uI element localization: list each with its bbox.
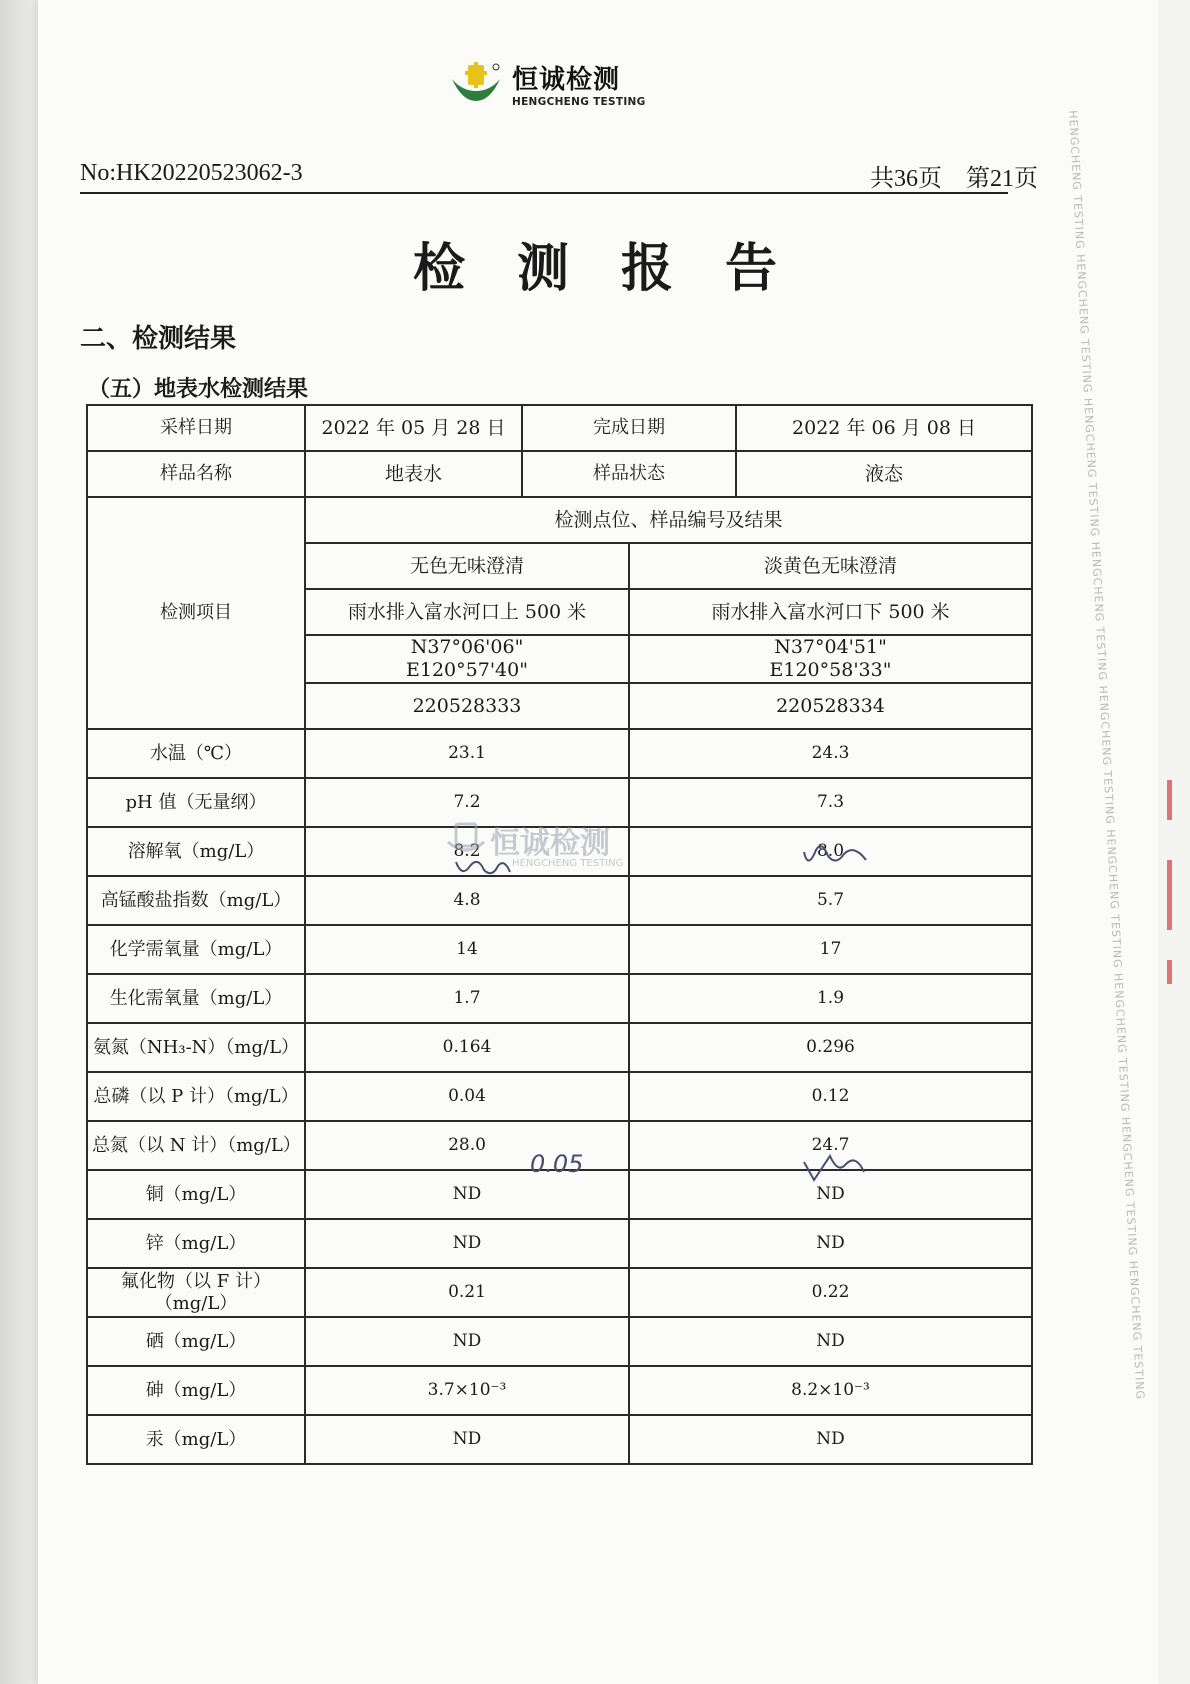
result-item: 化学需氧量（mg/L） [87, 925, 305, 974]
result-value-site2: 0.12 [629, 1072, 1032, 1121]
scan-red-mark [1167, 780, 1172, 820]
result-value-site2: 17 [629, 925, 1032, 974]
site1-appearance: 无色无味澄清 [305, 543, 629, 589]
result-value-site1: 8.2 [305, 827, 629, 876]
result-value-site1: 0.04 [305, 1072, 629, 1121]
site2-sample-no: 220528334 [629, 683, 1032, 729]
sample-name-label: 样品名称 [87, 451, 305, 497]
result-item: 总氮（以 N 计）（mg/L） [87, 1121, 305, 1170]
result-row [87, 778, 1032, 827]
result-value-site2: 0.22 [629, 1268, 1032, 1317]
report-number: No:HK20220523062-3 [80, 160, 303, 186]
side-watermark: HENGCHENG TESTING HENGCHENG TESTING HENGCHENG TESTING HENGCHENG TESTING HENGCHENG TESTING HENGCHENG TESTING HENGCHENG TESTING HENGCHENG TESTING HENGCHENG TESTING [1066, 110, 1147, 1401]
result-row [87, 1072, 1032, 1121]
result-value-site1: 14 [305, 925, 629, 974]
result-value-site2: 1.9 [629, 974, 1032, 1023]
subsection-heading: （五）地表水检测结果 [88, 377, 309, 402]
site1-lon: E120°57'40" [406, 659, 528, 681]
result-value-site1: 4.8 [305, 876, 629, 925]
result-item: 水温（℃） [87, 729, 305, 778]
result-row [87, 974, 1032, 1023]
result-row [87, 1317, 1032, 1366]
section-heading: 二、检测结果 [80, 324, 237, 354]
result-value-site2: 24.3 [629, 729, 1032, 778]
result-item: 溶解氧（mg/L） [87, 827, 305, 876]
result-item: 氟化物（以 F 计）（mg/L） [87, 1268, 305, 1317]
result-row [87, 1023, 1032, 1072]
result-value-site1: 3.7×10⁻³ [305, 1366, 629, 1415]
page-indicator: 共36页 第21页 [870, 166, 1038, 192]
result-item: pH 值（无量纲） [87, 778, 305, 827]
company-logo [448, 60, 678, 106]
result-row [87, 925, 1032, 974]
result-value-site2: 0.296 [629, 1023, 1032, 1072]
site1-lat: N37°06'06" [410, 636, 524, 659]
result-item: 锌（mg/L） [87, 1219, 305, 1268]
handwritten-check-tn-2 [800, 1150, 890, 1184]
result-row [87, 827, 1032, 876]
site2-location: 雨水排入富水河口下 500 米 [629, 589, 1032, 635]
result-value-site2: ND [629, 1415, 1032, 1464]
result-item: 汞（mg/L） [87, 1415, 305, 1464]
sample-name-value: 地表水 [305, 451, 522, 497]
sample-state-label: 样品状态 [522, 451, 736, 497]
info-row-dates [87, 405, 1032, 451]
result-item: 总磷（以 P 计）（mg/L） [87, 1072, 305, 1121]
result-value-site2: ND [629, 1219, 1032, 1268]
result-row [87, 1415, 1032, 1464]
item-label: 检测项目 [87, 497, 305, 729]
result-value-site2: 8.2×10⁻³ [629, 1366, 1032, 1415]
result-value-site2: 8.0 [629, 827, 1032, 876]
sample-date-value: 2022 年 05 月 28 日 [305, 405, 522, 451]
head-row-group [87, 497, 1032, 543]
site2-lon: E120°58'33" [769, 659, 892, 681]
result-item: 铜（mg/L） [87, 1170, 305, 1219]
logo-cn-text: 恒诚检测 [512, 64, 621, 95]
results-table [86, 404, 1033, 1465]
site2-lat: N37°04'51" [774, 636, 887, 659]
result-row [87, 1366, 1032, 1415]
site1-location: 雨水排入富水河口上 500 米 [305, 589, 629, 635]
result-value-site2: ND [629, 1170, 1032, 1219]
result-value-site1: 23.1 [305, 729, 629, 778]
scan-red-mark [1167, 960, 1172, 984]
result-item: 高锰酸盐指数（mg/L） [87, 876, 305, 925]
watermark-en: HENGCHENG TESTING [512, 858, 624, 869]
site1-coords [305, 635, 629, 683]
result-row [87, 876, 1032, 925]
site2-coords [629, 635, 1032, 683]
result-value-site1: ND [305, 1170, 629, 1219]
result-value-site2: 5.7 [629, 876, 1032, 925]
result-value-site1: 7.2 [305, 778, 629, 827]
scan-red-mark [1167, 860, 1172, 930]
logo-en-text: HENGCHENG TESTING [512, 95, 646, 108]
result-row [87, 729, 1032, 778]
complete-date-value: 2022 年 06 月 08 日 [736, 405, 1032, 451]
page-title: 检测报告 [412, 239, 829, 299]
info-row-sample [87, 451, 1032, 497]
result-value-site2: 24.7 [629, 1121, 1032, 1170]
result-value-site1: ND [305, 1219, 629, 1268]
results-body [87, 729, 1032, 1464]
result-value-site2: 7.3 [629, 778, 1032, 827]
handwritten-tn-note: 0.05 [530, 1150, 584, 1178]
result-item: 生化需氧量（mg/L） [87, 974, 305, 1023]
site1-sample-no: 220528333 [305, 683, 629, 729]
result-item: 砷（mg/L） [87, 1366, 305, 1415]
result-row [87, 1268, 1032, 1317]
result-value-site1: ND [305, 1317, 629, 1366]
sample-date-label: 采样日期 [87, 405, 305, 451]
result-value-site1: ND [305, 1415, 629, 1464]
header-divider [80, 192, 1008, 194]
complete-date-label: 完成日期 [522, 405, 736, 451]
result-value-site1: 0.164 [305, 1023, 629, 1072]
result-value-site1: 0.21 [305, 1268, 629, 1317]
site2-appearance: 淡黄色无味澄清 [629, 543, 1032, 589]
result-row [87, 1219, 1032, 1268]
result-value-site1: 28.0 [305, 1121, 629, 1170]
handwritten-check-do-1 [452, 856, 542, 880]
result-item: 硒（mg/L） [87, 1317, 305, 1366]
handwritten-check-do-2 [800, 842, 890, 872]
sample-state-value: 液态 [736, 451, 1032, 497]
result-value-site2: ND [629, 1317, 1032, 1366]
group-label: 检测点位、样品编号及结果 [305, 497, 1032, 543]
result-value-site1: 1.7 [305, 974, 629, 1023]
logo-emblem-icon [448, 61, 504, 105]
result-item: 氨氮（NH₃-N）（mg/L） [87, 1023, 305, 1072]
watermark-cn: 恒诚检测 [490, 826, 610, 861]
